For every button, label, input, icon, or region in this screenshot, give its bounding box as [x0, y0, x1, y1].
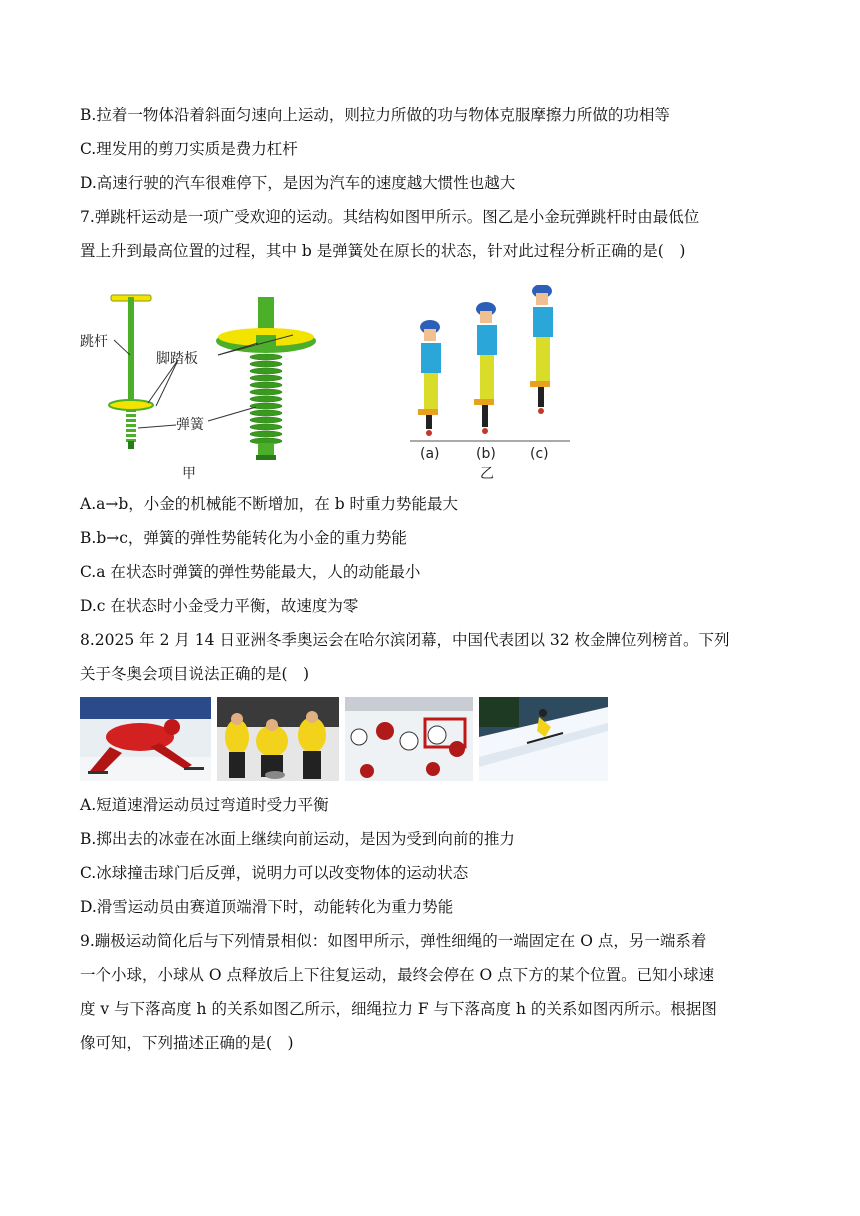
label-pole: 跳杆 [80, 334, 108, 350]
photo-speed-skating [80, 697, 211, 781]
question-9-line-3: 度 v 与下落高度 h 的关系如图乙所示，细绳拉力 F 与下落高度 h 的关系如图丙所示。根据图 [80, 1000, 717, 1018]
option-c-q7: C.a 在状态时弹簧的弹性势能最大，人的动能最小 [80, 563, 421, 581]
question-7-line-2: 置上升到最高位置的过程，其中 b 是弹簧处在原长的状态，针对此过程分析正确的是( ) [80, 242, 686, 260]
question-9-line-4: 像可知，下列描述正确的是( ) [80, 1034, 294, 1052]
state-a-label: (a) [420, 446, 440, 462]
question-9-line-1: 9.蹦极运动简化后与下列情景相似：如图甲所示，弹性细绳的一端固定在 O 点，另一端系着 [80, 932, 707, 950]
caption-yi: 乙 [480, 466, 494, 482]
option-d-q7: D.c 在状态时小金受力平衡，故速度为零 [80, 597, 359, 615]
option-c-q6: C.理发用的剪刀实质是费力杠杆 [80, 140, 298, 158]
option-a-q7: A.a→b，小金的机械能不断增加，在 b 时重力势能最大 [80, 495, 459, 513]
pogo-stick-image [78, 285, 338, 470]
photo-skiing [479, 697, 608, 781]
option-d-q8: D.滑雪运动员由赛道顶端滑下时，动能转化为重力势能 [80, 898, 454, 916]
question-8-line-2: 关于冬奥会项目说法正确的是( ) [80, 665, 310, 683]
label-pedal: 脚踏板 [156, 351, 198, 367]
question-8-line-1: 8.2025 年 2 月 14 日亚洲冬季奥运会在哈尔滨闭幕，中国代表团以 32 枚金牌位列榜首。下列 [80, 631, 730, 649]
option-c-q8: C.冰球撞击球门后反弹，说明力可以改变物体的运动状态 [80, 864, 469, 882]
caption-jia: 甲 [182, 466, 196, 482]
figure-7 [78, 285, 578, 485]
option-a-q8: A.短道速滑运动员过弯道时受力平衡 [80, 796, 329, 814]
question-9-line-2: 一个小球，小球从 O 点释放后上下往复运动，最终会停在 O 点下方的某个位置。已知小球速 [80, 966, 715, 984]
label-spring: 弹簧 [176, 417, 204, 433]
state-b-label: (b) [476, 446, 496, 462]
option-b-q7: B.b→c，弹簧的弹性势能转化为小金的重力势能 [80, 529, 407, 547]
state-c-label: (c) [530, 446, 549, 462]
photo-ice-hockey [345, 697, 473, 781]
jump-states-image [410, 285, 580, 470]
option-d-q6: D.高速行驶的汽车很难停下，是因为汽车的速度越大惯性也越大 [80, 174, 516, 192]
option-b-q8: B.掷出去的冰壶在冰面上继续向前运动，是因为受到向前的推力 [80, 830, 515, 848]
question-7-line-1: 7.弹跳杆运动是一项广受欢迎的运动。其结构如图甲所示。图乙是小金玩弹跳杆时由最低位 [80, 208, 700, 226]
option-b-q6: B.拉着一物体沿着斜面匀速向上运动，则拉力所做的功与物体克服摩擦力所做的功相等 [80, 106, 670, 124]
photo-curling [217, 697, 339, 781]
